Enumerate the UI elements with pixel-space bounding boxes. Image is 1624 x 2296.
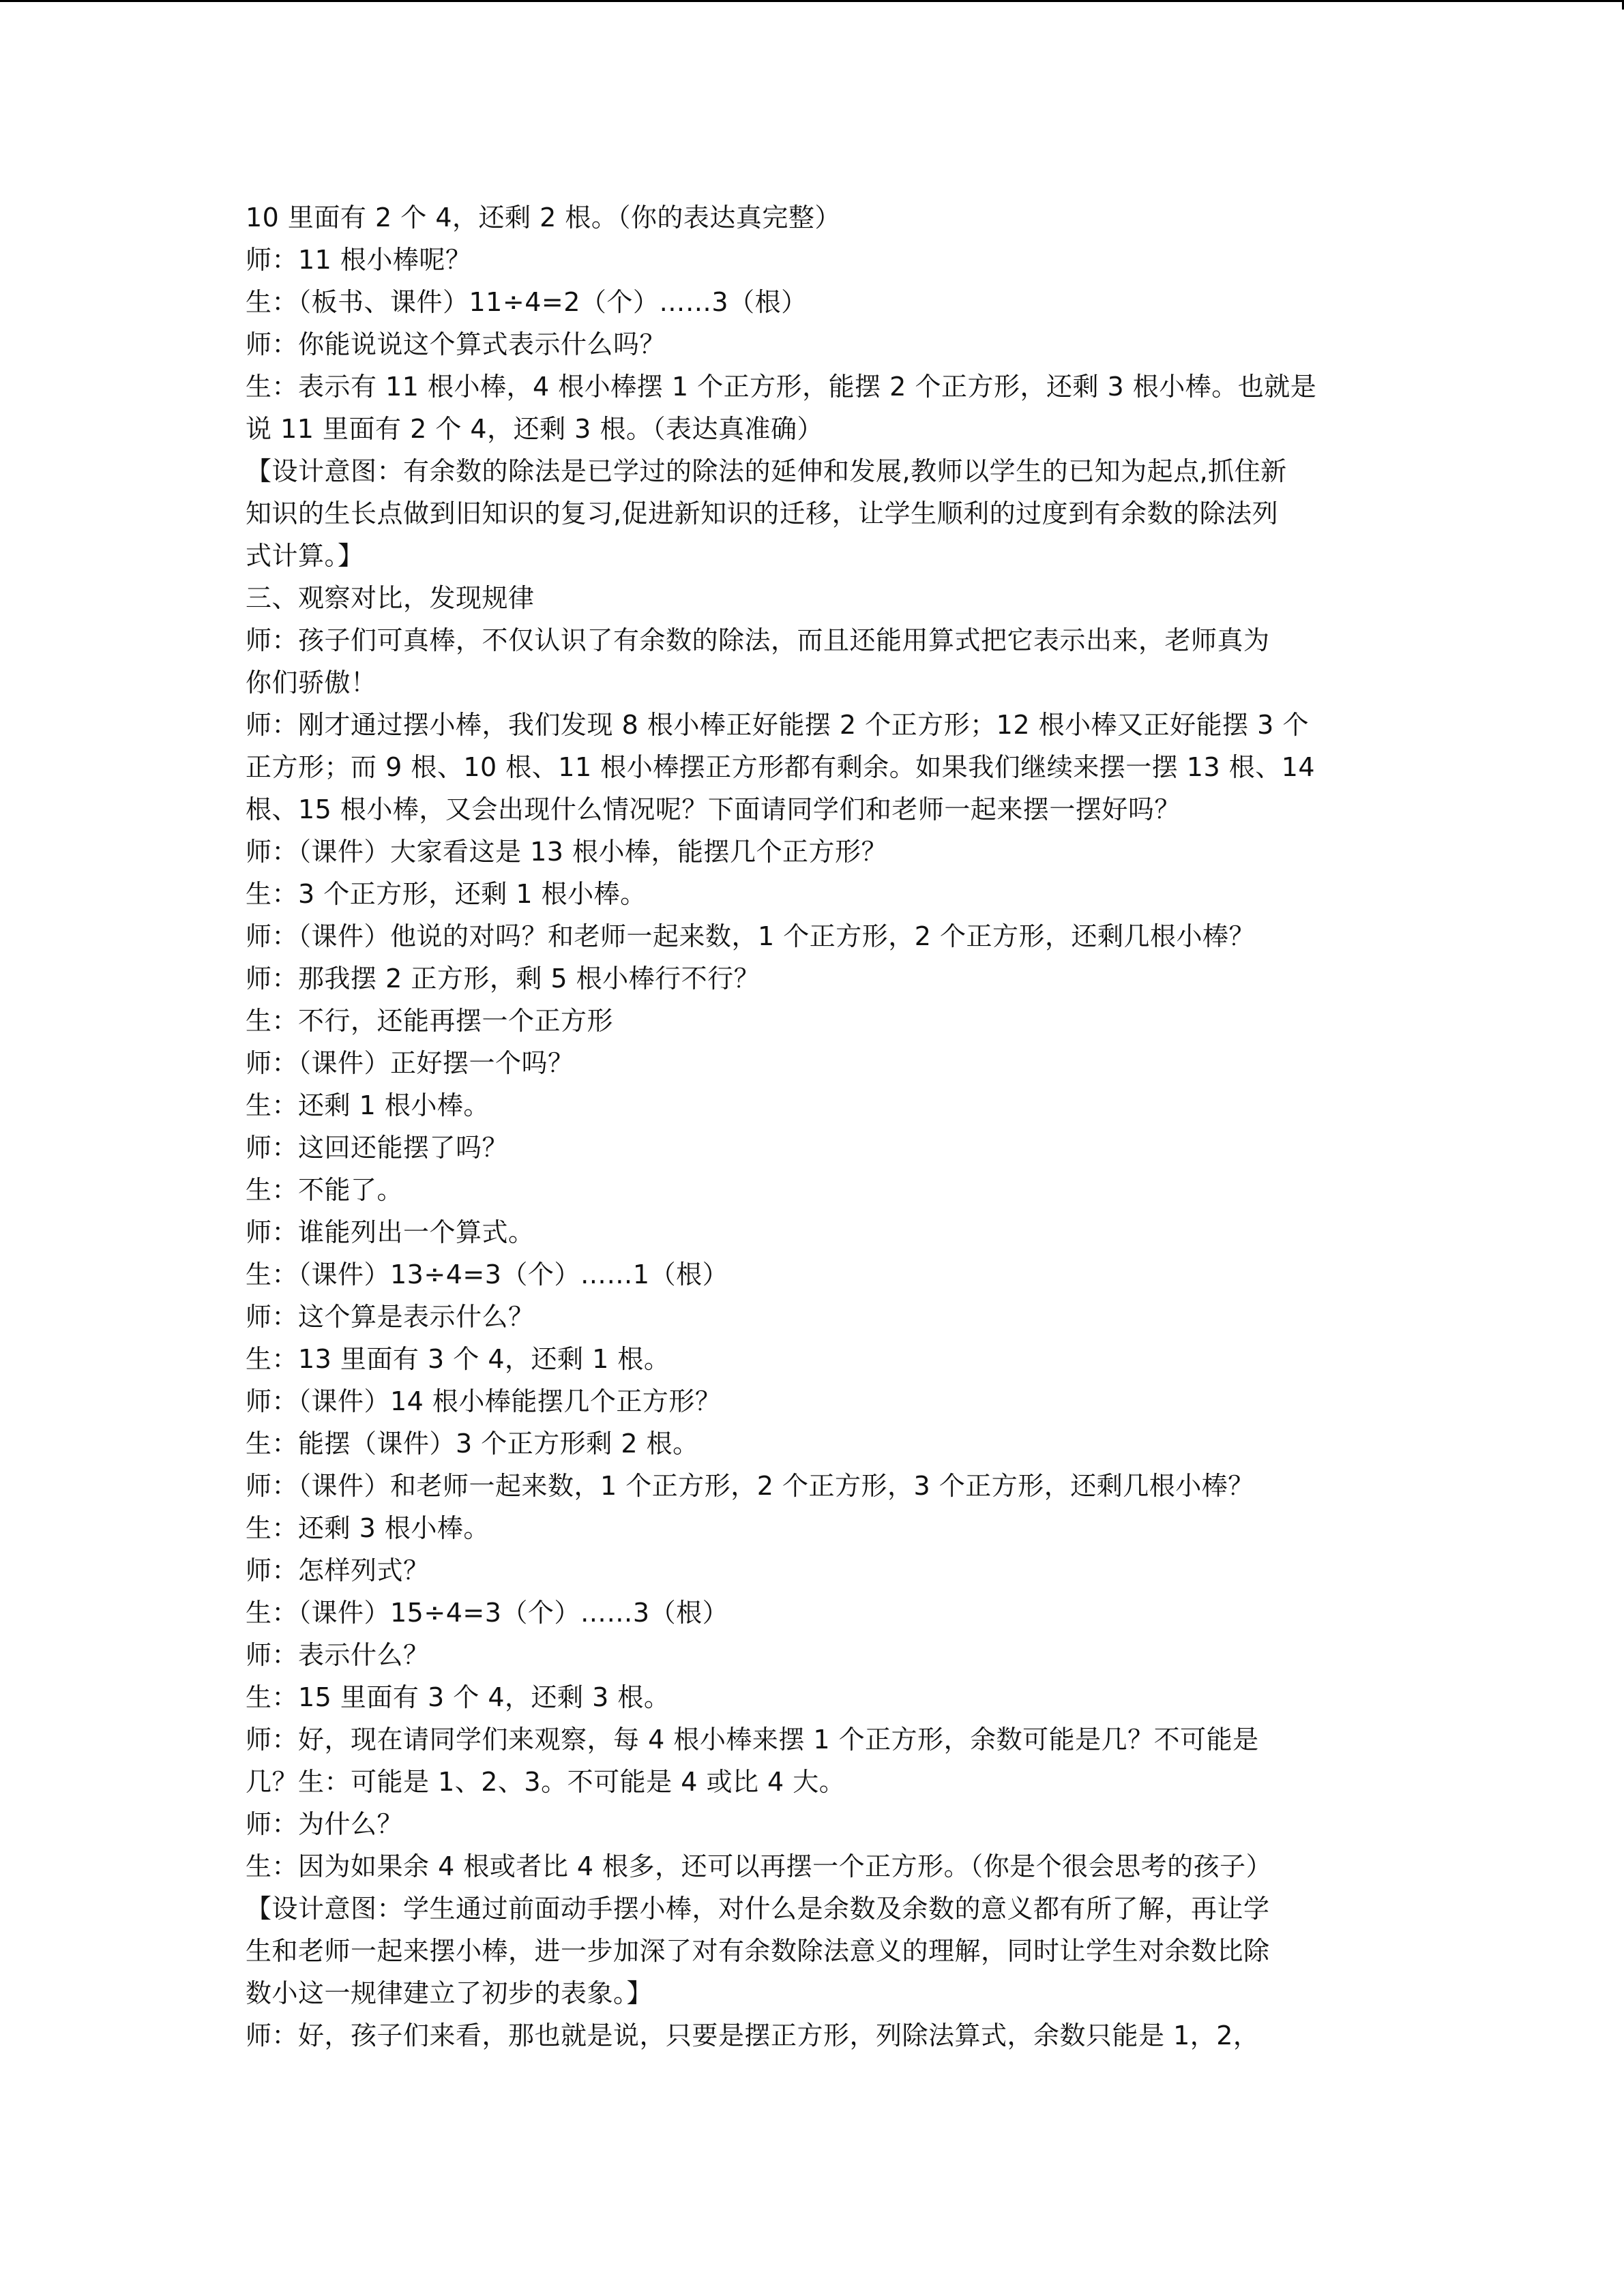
text-line: 师：孩子们可真棒，不仅认识了有余数的除法，而且还能用算式把它表示出来，老师真为 — [246, 625, 1270, 655]
design-intent-line: 【设计意图：有余数的除法是已学过的除法的延伸和发展,教师以学生的已知为起点,抓住新 — [246, 456, 1287, 486]
text-line: 正方形；而 9 根、10 根、11 根小棒摆正方形都有剩余。如果我们继续来摆一摆 13 根、14 — [246, 752, 1316, 782]
text-line: 师：这个算是表示什么？ — [246, 1302, 535, 1332]
text-line: 说 11 里面有 2 个 4，还剩 3 根。（表达真准确） — [246, 414, 823, 444]
text-line: 根、15 根小棒，又会出现什么情况呢？下面请同学们和老师一起来摆一摆好吗？ — [246, 794, 1181, 824]
design-intent-line: 知识的生长点做到旧知识的复习,促进新知识的迁移，让学生顺利的过度到有余数的除法列 — [246, 498, 1279, 528]
text-line: 生：不能了。 — [246, 1175, 404, 1205]
text-line: 师：怎样列式？ — [246, 1555, 430, 1585]
text-line: 师：这回还能摆了吗？ — [246, 1133, 509, 1163]
text-line: 生：因为如果余 4 根或者比 4 根多，还可以再摆一个正方形。（你是个很会思考的孩子） — [246, 1851, 1273, 1881]
text-line: 生：15 里面有 3 个 4，还剩 3 根。 — [246, 1682, 670, 1712]
text-line: 师：刚才通过摆小棒，我们发现 8 根小棒正好能摆 2 个正方形；12 根小棒又正好能摆 3 个 — [246, 710, 1309, 740]
text-line: 师：（课件）和老师一起来数，1 个正方形，2 个正方形，3 个正方形，还剩几根小棒？ — [246, 1471, 1254, 1501]
text-line: 你们骄傲！ — [246, 668, 377, 698]
text-line: 几？生：可能是 1、2、3。不可能是 4 或比 4 大。 — [246, 1767, 846, 1797]
text-line: 师：（课件）他说的对吗？和老师一起来数，1 个正方形，2 个正方形，还剩几根小棒？ — [246, 921, 1256, 951]
text-line: 师：谁能列出一个算式。 — [246, 1217, 535, 1247]
design-intent-line: 【设计意图：学生通过前面动手摆小棒，对什么是余数及余数的意义都有所了解，再让学 — [246, 1894, 1270, 1924]
text-line: 师：（课件）14 根小棒能摆几个正方形？ — [246, 1386, 722, 1416]
text-line: 生：还剩 3 根小棒。 — [246, 1513, 490, 1543]
text-line: 生：不行，还能再摆一个正方形 — [246, 1006, 614, 1036]
section-heading: 三、观察对比，发现规律 — [246, 583, 535, 613]
text-line: 师：你能说说这个算式表示什么吗？ — [246, 329, 666, 359]
text-line: 生：还剩 1 根小棒。 — [246, 1090, 490, 1120]
page-top-border — [0, 0, 1624, 2]
text-line: 生：（板书、课件）11÷4=2（个）……3（根） — [246, 287, 808, 317]
document-body — [246, 196, 1378, 2057]
text-line: 10 里面有 2 个 4，还剩 2 根。（你的表达真完整） — [246, 203, 841, 233]
text-line: 师：表示什么？ — [246, 1640, 430, 1670]
text-line: 师：为什么？ — [246, 1809, 404, 1839]
text-line: 生：表示有 11 根小棒，4 根小棒摆 1 个正方形，能摆 2 个正方形，还剩 3 根小棒。也就是 — [246, 372, 1317, 402]
text-line: 生：（课件）13÷4=3（个）……1（根） — [246, 1259, 729, 1289]
text-line: 师：（课件）大家看这是 13 根小棒，能摆几个正方形？ — [246, 837, 888, 867]
design-intent-line: 式计算。】 — [246, 541, 364, 571]
design-intent-line: 数小这一规律建立了初步的表象。】 — [246, 1978, 653, 2008]
text-line: 生：（课件）15÷4=3（个）……3（根） — [246, 1598, 729, 1628]
text-line: 生：13 里面有 3 个 4，还剩 1 根。 — [246, 1344, 670, 1374]
text-line: 师：（课件）正好摆一个吗？ — [246, 1048, 574, 1078]
text-line: 生：3 个正方形，还剩 1 根小棒。 — [246, 879, 647, 909]
text-line: 师：那我摆 2 正方形，剩 5 根小棒行不行？ — [246, 964, 761, 994]
text-line: 生：能摆（课件）3 个正方形剩 2 根。 — [246, 1429, 699, 1459]
text-line: 师：好，孩子们来看，那也就是说，只要是摆正方形，列除法算式，余数只能是 1，2， — [246, 2021, 1260, 2051]
text-line: 师：好，现在请同学们来观察，每 4 根小棒来摆 1 个正方形，余数可能是几？不可能是 — [246, 1725, 1259, 1755]
design-intent-line: 生和老师一起来摆小棒，进一步加深了对有余数除法意义的理解，同时让学生对余数比除 — [246, 1936, 1270, 1966]
text-line: 师：11 根小棒呢？ — [246, 245, 472, 275]
